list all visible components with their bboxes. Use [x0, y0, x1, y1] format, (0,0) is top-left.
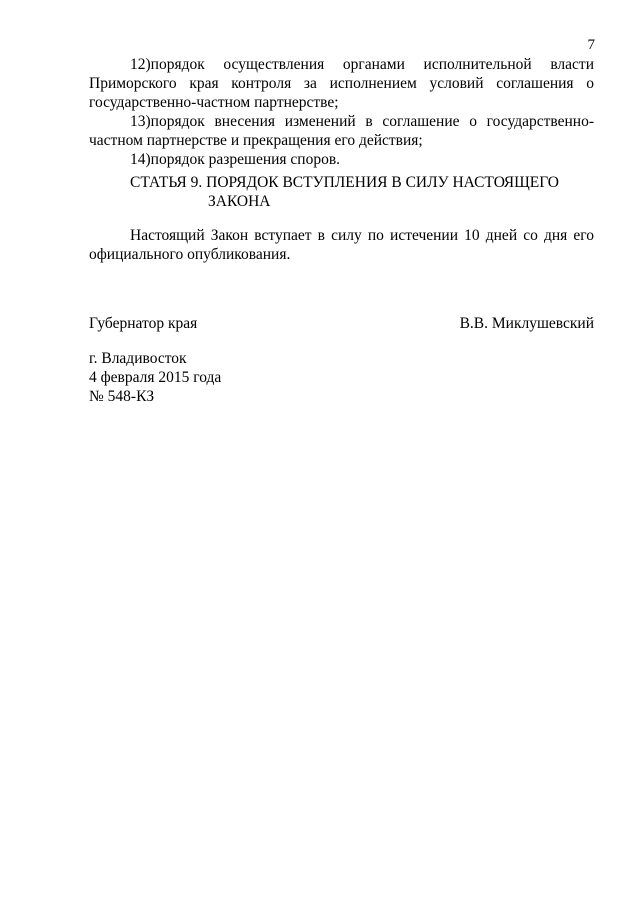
article-heading [130, 173, 590, 211]
article-text: Настоящий Закон вступает в силу по истечении 10 дней со дня его официального опубликования. [89, 227, 594, 263]
article-heading-line2: ЗАКОНА [208, 193, 271, 210]
city: г. Владивосток [89, 350, 187, 367]
list-items [89, 55, 594, 169]
signatory-position: Губернатор края [89, 315, 198, 332]
list-item-12: 12)порядок осуществления органами исполнительной власти Приморского края контроля за исполнением условий соглашения о государственно-частном партнерстве; [89, 56, 594, 111]
signature-row [89, 314, 594, 334]
article-body [89, 226, 594, 264]
date: 4 февраля 2015 года [89, 369, 222, 386]
place-date-block [89, 349, 389, 406]
signatory-name: В.В. Миклушевский [459, 315, 594, 332]
list-item-13: 13)порядок внесения изменений в соглашение о государственно-частном партнерстве и прекращения его действия; [89, 113, 594, 149]
article-heading-line1: СТАТЬЯ 9. ПОРЯДОК ВСТУПЛЕНИЯ В СИЛУ НАСТОЯЩЕГО [130, 174, 559, 191]
page-number: 7 [587, 37, 595, 53]
list-item-14: 14)порядок разрешения споров. [130, 151, 341, 168]
law-number: № 548-КЗ [89, 388, 155, 405]
